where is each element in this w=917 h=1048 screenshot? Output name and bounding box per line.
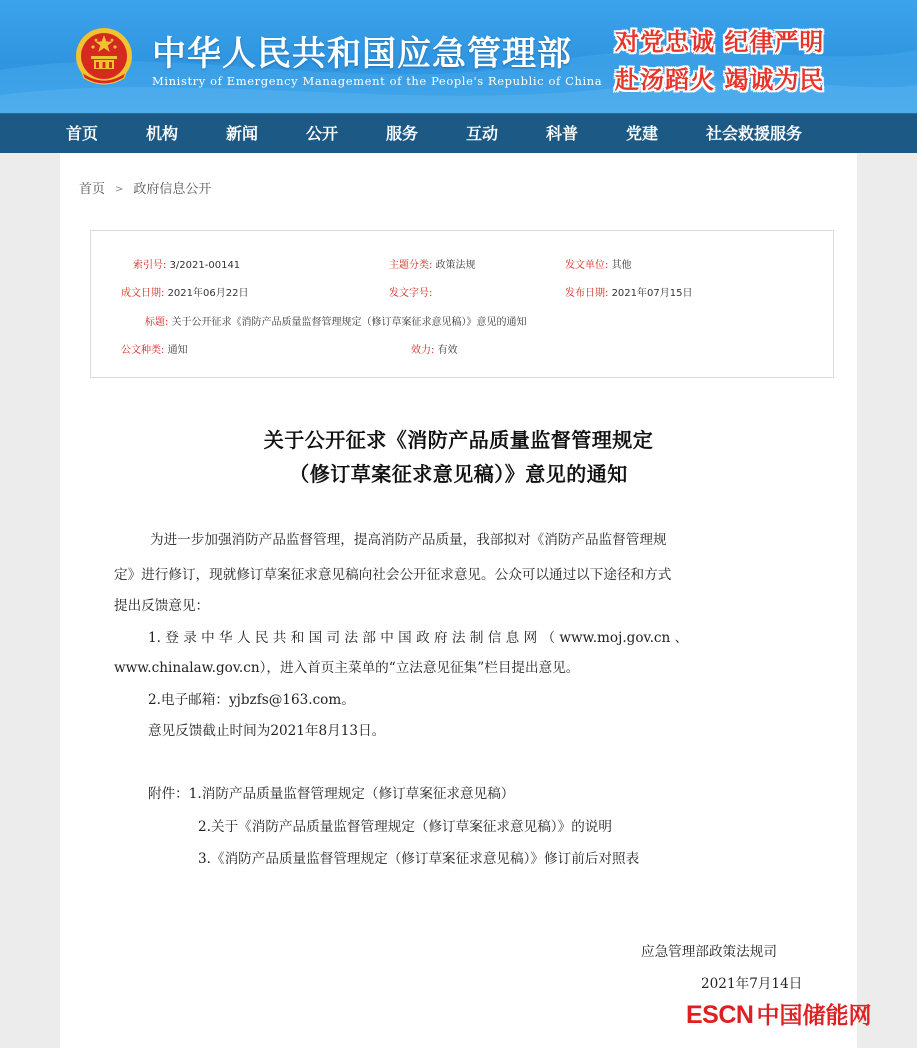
- meta-title: [145, 313, 527, 328]
- meta-topic-value: 政策法规: [435, 260, 476, 271]
- nav-item-rescue[interactable]: 社会救援服务: [706, 124, 803, 143]
- meta-doc-type-label: 公文种类:: [121, 345, 165, 356]
- document-signer: 应急管理部政策法规司: [641, 944, 777, 960]
- meta-index-no-value: 3/2021-00141: [169, 260, 241, 271]
- meta-title-value: 关于公开征求《消防产品质量监督管理规定（修订草案征求意见稿）》意见的通知: [171, 317, 527, 328]
- meta-doc-type-value: 通知: [167, 345, 188, 356]
- meta-doc-no-label: 发文字号:: [389, 288, 433, 299]
- attachment-2[interactable]: 2.关于《消防产品质量监督管理规定（修订草案征求意见稿）》的说明: [198, 819, 612, 835]
- meta-validity-label: 效力:: [411, 345, 435, 356]
- meta-index-no: [133, 256, 240, 271]
- site-title-en: Ministry of Emergency Management of the People's Republic of China: [152, 74, 603, 88]
- list-item-1-line-1: 1. 登 录 中 华 人 民 共 和 国 司 法 部 中 国 政 府 法 制 信 息 网 （ www.moj.gov.cn 、: [148, 630, 689, 646]
- nav-item-open[interactable]: 公开: [306, 124, 339, 143]
- meta-validity: [411, 341, 458, 356]
- list-item-1-line-2: www.chinalaw.gov.cn），进入首页主菜单的“立法意见征集”栏目提出意见。: [114, 660, 580, 676]
- breadcrumb-separator: >: [115, 184, 124, 195]
- meta-doc-no: [389, 284, 432, 299]
- national-emblem-icon[interactable]: [74, 26, 134, 88]
- document-title-line-2: （修订草案征求意见稿）》意见的通知: [289, 462, 628, 486]
- attachment-1[interactable]: 附件：1.消防产品质量监督管理规定（修订草案征求意见稿）: [148, 786, 515, 802]
- site-title-cn[interactable]: 中华人民共和国应急管理部: [152, 34, 572, 74]
- breadcrumb-current[interactable]: 政府信息公开: [133, 182, 212, 197]
- document-date: 2021年7月14日: [701, 976, 803, 992]
- document-meta-box: [90, 230, 834, 378]
- meta-index-no-label: 索引号:: [133, 260, 167, 271]
- meta-title-label: 标题:: [145, 317, 169, 328]
- meta-doc-type: [121, 341, 188, 356]
- paragraph-1-line-3: 提出反馈意见：: [114, 598, 210, 614]
- meta-created-label: 成文日期:: [121, 288, 165, 299]
- page-margin-right: [857, 153, 917, 1048]
- nav-item-service[interactable]: 服务: [386, 124, 419, 143]
- breadcrumb: [79, 178, 211, 197]
- meta-published-value: 2021年07月15日: [611, 288, 693, 299]
- document-title-line-1: 关于公开征求《消防产品质量监督管理规定: [263, 428, 654, 452]
- breadcrumb-home[interactable]: 首页: [79, 182, 106, 197]
- meta-topic-label: 主题分类:: [389, 260, 433, 271]
- slogan-line-2: 赴汤蹈火 竭诚为民: [615, 65, 825, 94]
- nav-item-news[interactable]: 新闻: [226, 124, 259, 143]
- meta-issuer: [565, 256, 632, 271]
- watermark-cn: 中国储能网: [756, 1003, 872, 1029]
- nav-item-org[interactable]: 机构: [146, 124, 179, 143]
- meta-created: [121, 284, 248, 299]
- page-margin-left: [0, 153, 60, 1048]
- meta-validity-value: 有效: [437, 345, 458, 356]
- meta-published-label: 发布日期:: [565, 288, 609, 299]
- meta-issuer-label: 发文单位:: [565, 260, 609, 271]
- nav-item-party[interactable]: 党建: [626, 124, 659, 143]
- meta-published: [565, 284, 692, 299]
- attachment-3[interactable]: 3.《消防产品质量监督管理规定（修订草案征求意见稿）》修订前后对照表: [198, 851, 640, 867]
- paragraph-1-line-2: 定》进行修订，现就修订草案征求意见稿向社会公开征求意见。公众可以通过以下途径和方式: [114, 567, 672, 583]
- main-nav: [0, 113, 917, 154]
- slogan-line-1: 对党忠诚 纪律严明: [615, 27, 825, 56]
- nav-item-interact[interactable]: 互动: [466, 124, 499, 143]
- meta-created-value: 2021年06月22日: [167, 288, 249, 299]
- meta-issuer-value: 其他: [611, 260, 632, 271]
- meta-topic: [389, 256, 476, 271]
- paragraph-1-line-1: 为进一步加强消防产品监督管理，提高消防产品质量，我部拟对《消防产品监督管理规: [150, 532, 667, 548]
- watermark-latin: ESCN: [686, 1001, 754, 1029]
- nav-item-home[interactable]: 首页: [66, 124, 99, 143]
- site-header: [0, 0, 917, 113]
- escn-watermark-logo: [686, 997, 871, 1030]
- deadline-line: 意见反馈截止时间为2021年8月13日。: [148, 723, 386, 739]
- nav-item-science[interactable]: 科普: [546, 124, 579, 143]
- list-item-2-email: 2.电子邮箱：yjbzfs@163.com。: [148, 692, 355, 708]
